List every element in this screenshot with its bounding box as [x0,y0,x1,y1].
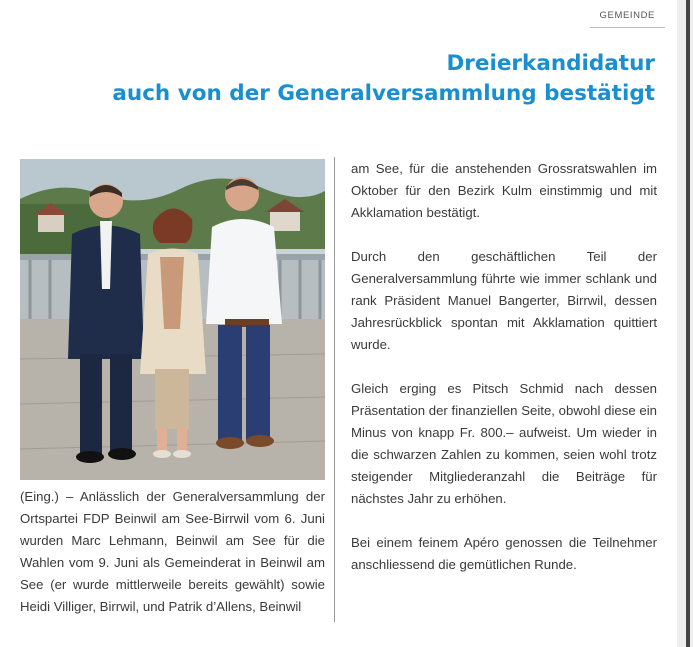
paragraph: Durch den geschäftlichen Teil der Generalversammlung führte wie immer schlank und rank Präsident Manuel Bangerter, Birrwil, dessen Jahresrückblick spontan mit Akklamation quittiert wurde. [351,249,657,352]
paragraph: Bei einem feinem Apéro genossen die Teilnehmer anschliessend die gemütlichen Runde. [351,535,657,572]
group-photo-illustration [20,159,325,480]
section-label: GEMEINDE [599,10,655,21]
page-edge-line [686,0,690,647]
section-underline [590,27,665,28]
article-headline [55,49,655,109]
headline-line-1: Dreierkandidatur [446,51,655,76]
paragraph: Gleich erging es Pitsch Schmid nach dessen Präsentation der finanziellen Seite, obwohl diese ein Minus von knapp Fr. 800.– aufweist. Um wieder in die schwarzen Zahlen zu kommen, seien wohl trotz steigender Mitgliederanzahl die Beiträge für nächstes Jahr zu erhöhen. [351,381,657,506]
group-photo [20,159,325,480]
paragraph: am See, für die anstehenden Grossratswahlen im Oktober für den Bezirk Kulm einstimmig und mit Akklamation bestätigt. [351,161,657,220]
column-divider [334,157,335,622]
headline-line-2: auch von der Generalversammlung bestätigt [112,81,655,106]
article-left-column: (Eing.) – Anlässlich der Generalversammlung der Ortspartei FDP Beinwil am See-Birrwil vom 6. Juni wurden Marc Lehmann, Beinwil am See für die Wahlen vom 9. Juni als Gemeinderat in Beinwil am See (er wurde mittlerweile bereits gewählt) sowie Heidi Villiger, Birrwil, und Patrik d’Allens, Beinwil [20,489,325,614]
article-right-column [351,158,657,598]
page-edge-band [677,0,693,647]
